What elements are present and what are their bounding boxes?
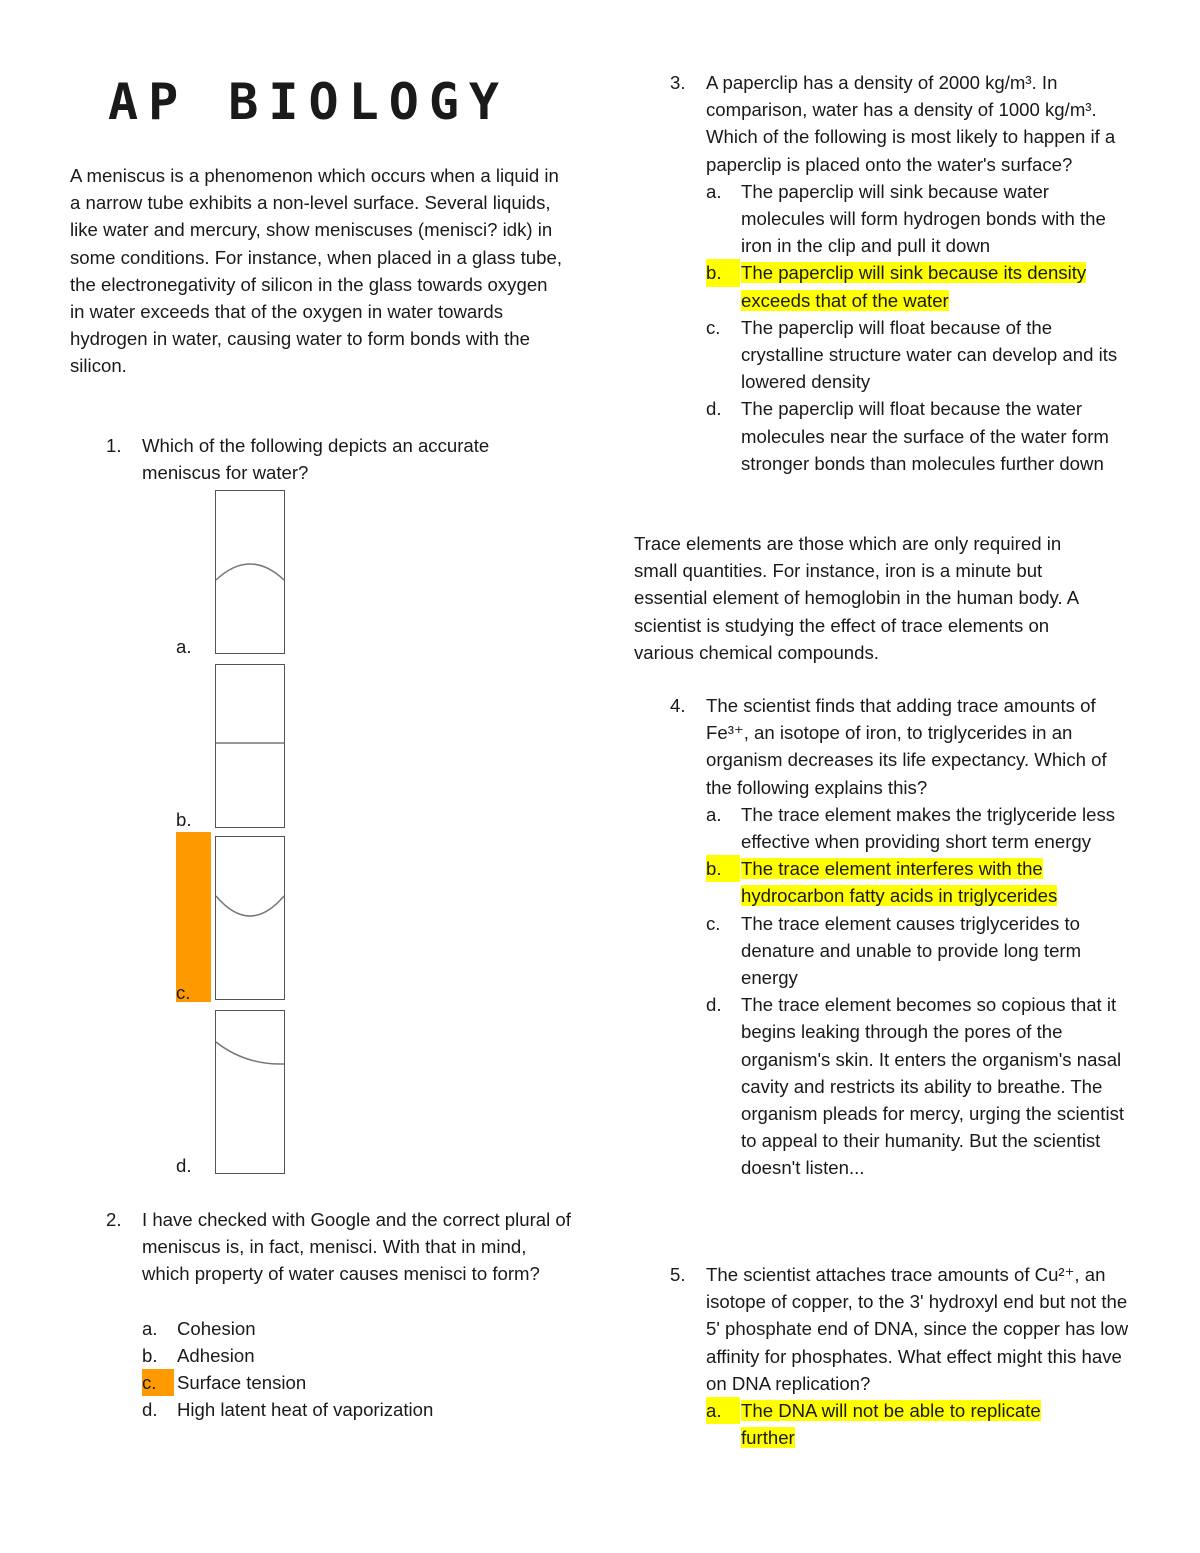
question-text: The scientist attaches trace amounts of Cu²⁺, an isotope of copper, to the 3' hydroxyl end but not the 5' phosphate end of DNA, since the copper has low affinity for phosphates. What effect might this have on DNA replication? — [706, 1264, 1129, 1394]
question-text: The scientist finds that adding trace amounts of Fe³⁺, an isotope of iron, to triglycerides in an organism decreases its life expectancy. Which of the following explains this? — [706, 695, 1107, 798]
option-text: Adhesion — [177, 1345, 255, 1366]
option-b — [670, 855, 1130, 909]
option-text: The trace element makes the triglyceride less effective when providing short term energy — [741, 803, 1116, 852]
option-text: The trace element becomes so copious that it begins leaking through the pores of the organism's skin. It enters the organism's nasal cavity and restricts its ability to breathe. The organism pleads for mercy, urging the scientist to appeal to their humanity. But the scientist doesn't listen... — [741, 994, 1125, 1179]
option-letter-highlighted: c. — [142, 1369, 174, 1396]
question-number: 4. — [670, 695, 686, 716]
intro-paragraph: A meniscus is a phenomenon which occurs when a liquid in a narrow tube exhibits a non-level surface. Several liquids, like water and mercury, show meniscuses (menisci? idk) in some conditions. For instance, when placed in a glass tube, the electronegativity of silicon in the glass towards oxygen in water exceeds that of the oxygen in water towards hydrogen in water, causing water to form bonds with the silicon. — [70, 165, 562, 377]
trace-elements-paragraph: Trace elements are those which are only required in small quantities. For instance, iron is a minute but essential element of hemoglobin in the human body. A scientist is studying the effect of trace elements on various chemical compounds. — [634, 533, 1079, 663]
question-number: 2. — [106, 1209, 122, 1230]
question-text: I have checked with Google and the correct plural of meniscus is, in fact, menisci. With that in mind, which property of water causes menisci to form? — [142, 1209, 571, 1285]
option-b — [106, 1342, 433, 1369]
question-number: 1. — [106, 435, 122, 456]
answer-highlight-bar — [176, 832, 211, 1002]
option-letter: b. — [142, 1345, 158, 1366]
option-letter: a. — [142, 1317, 158, 1339]
option-label-b: b. — [176, 809, 192, 830]
question-number: 5. — [670, 1264, 686, 1285]
option-text: Surface tension — [177, 1372, 307, 1394]
question-number: 3. — [670, 72, 686, 93]
option-label-d: d. — [176, 1155, 192, 1176]
option-list — [670, 178, 1130, 477]
option-a — [670, 1397, 1070, 1451]
option-label-a: a. — [176, 636, 192, 657]
option-a — [670, 801, 1130, 855]
option-letter: d. — [706, 994, 722, 1016]
option-text-highlighted: The paperclip will sink because its density exceeds that of the water — [741, 262, 1087, 311]
page-title: AP BIOLOGY — [108, 73, 510, 131]
option-d — [106, 1396, 433, 1423]
option-label-c: c. — [176, 982, 191, 1003]
meniscus-tube-c — [215, 836, 285, 1000]
option-letter: a. — [706, 180, 722, 202]
option-text: The trace element causes triglycerides to denature and unable to provide long term energy — [741, 912, 1082, 989]
option-text: The paperclip will float because of the crystalline structure water can develop and its lowered density — [741, 316, 1118, 393]
option-letter: d. — [142, 1399, 158, 1421]
question-text: Which of the following depicts an accurate meniscus for water? — [142, 435, 490, 484]
option-letter: d. — [706, 398, 722, 420]
option-text-highlighted: The DNA will not be able to replicate further — [741, 1400, 1041, 1449]
option-text: The paperclip will float because the water molecules near the surface of the water form stronger bonds than molecules further down — [741, 398, 1109, 474]
option-list — [670, 801, 1130, 1182]
question-text: A paperclip has a density of 2000 kg/m³. In comparison, water has a density of 1000 kg/m³. Which of the following is most likely to happen if a paperclip is placed onto the water's surface? — [706, 72, 1116, 175]
option-list — [106, 1315, 433, 1424]
meniscus-tube-d — [215, 1010, 285, 1174]
option-b — [670, 259, 1130, 313]
option-letter: c. — [706, 316, 721, 338]
option-d — [670, 991, 1130, 1181]
option-letter: a. — [706, 803, 722, 825]
meniscus-tube-b — [215, 664, 285, 828]
option-text: The paperclip will sink because water molecules will form hydrogen bonds with the iron in the clip and pull it down — [741, 180, 1106, 257]
option-text: Cohesion — [177, 1317, 256, 1339]
option-c — [670, 910, 1130, 992]
option-a — [670, 178, 1130, 260]
option-letter-highlighted: b. — [706, 259, 740, 286]
option-text-highlighted: The trace element interferes with the hydrocarbon fatty acids in triglycerides — [741, 858, 1058, 907]
option-d — [670, 395, 1130, 477]
option-list — [670, 1397, 1070, 1451]
option-c — [106, 1369, 433, 1396]
meniscus-tube-a — [215, 490, 285, 654]
option-letter: c. — [706, 912, 721, 934]
option-a — [106, 1315, 433, 1342]
option-letter-highlighted: a. — [706, 1397, 740, 1424]
option-text: High latent heat of vaporization — [177, 1399, 434, 1421]
option-c — [670, 314, 1130, 396]
option-letter-highlighted: b. — [706, 855, 740, 882]
